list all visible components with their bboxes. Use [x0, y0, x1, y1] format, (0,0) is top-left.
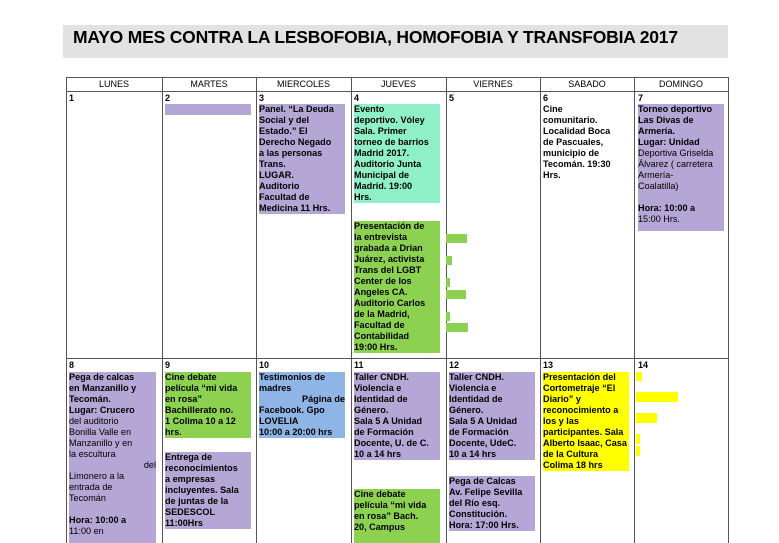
event-line: 10 a 14 hrs [354, 449, 402, 459]
event-line: Cine debate [354, 489, 406, 499]
event-taller-cndh-thu [354, 372, 440, 460]
event-line: Auditorio [259, 181, 300, 191]
event-line: de la Cultura [543, 449, 599, 459]
event-line: de Formación [449, 427, 509, 437]
highlight-fragment [446, 312, 450, 321]
event-line: Contabilidad [354, 331, 410, 341]
event-line: 10 a 14 hrs [449, 449, 497, 459]
event-line: Coalatilla) [638, 181, 679, 191]
highlight-fragment [446, 278, 450, 287]
event-line: Docente, U. de C. [354, 438, 429, 448]
event-line: Juárez, activista [354, 254, 425, 264]
event-line: del auditorio [69, 416, 119, 426]
event-line: Trans del LGBT [354, 265, 422, 275]
grid-line [634, 77, 635, 543]
event-line: a empresas [165, 474, 216, 484]
event-line: Entrega de [165, 452, 212, 462]
event-entrega-reconocimientos [165, 452, 251, 529]
event-line: Bachillerato no. [165, 405, 234, 415]
event-line: Colima 18 hrs [543, 460, 603, 470]
grid-line [66, 91, 728, 92]
event-line: Derecho Negado [259, 137, 332, 147]
event-line: Hrs. [354, 192, 372, 202]
event-line: Género. [449, 405, 484, 415]
event-line: en rosa” Bach. [354, 511, 419, 521]
highlight-fragment [636, 413, 657, 423]
event-line: Hora: 10:00 a [69, 515, 127, 525]
event-line: LUGAR. [259, 170, 294, 180]
event-line: Taller CNDH. [449, 372, 504, 382]
grid-line [162, 77, 163, 543]
event-line: Pega de Calcas [449, 476, 516, 486]
event-line: Identidad de [354, 394, 408, 404]
day-number: 4 [354, 93, 360, 103]
day-number: 5 [449, 93, 455, 103]
grid-line [446, 77, 447, 543]
event-line: en rosa” [165, 394, 202, 404]
day-number: 9 [165, 360, 171, 370]
event-line: Lugar: Unidad [638, 137, 700, 147]
event-line: los y las [543, 416, 579, 426]
event-torneo-divas-armeria [638, 104, 724, 231]
event-line: incluyentes. Sala [165, 485, 239, 495]
event-line: Torneo deportivo [638, 104, 713, 114]
day-header-jueves: JUEVES [380, 79, 416, 89]
event-line: Center de los [354, 276, 412, 286]
event-line: hrs. [165, 427, 182, 437]
day-number: 8 [69, 360, 75, 370]
event-line: comunitario. [543, 115, 598, 125]
event-line: Las Divas de [638, 115, 694, 125]
event-line: Facebook. Gpo [259, 405, 325, 415]
event-line: Diario” y [543, 394, 581, 404]
event-line: Tecomán. [69, 394, 111, 404]
event-line: Tecomán. 19:30 [543, 159, 611, 169]
day-number: 14 [638, 360, 649, 370]
event-cortometraje-el-diario [543, 372, 629, 471]
event-line: Hora: 10:00 a [638, 203, 696, 213]
event-line: Auditorio Junta [354, 159, 422, 169]
event-line: Álvarez ( carretera [638, 159, 713, 169]
event-line: participantes. Sala [543, 427, 624, 437]
highlight-fragment [636, 434, 640, 444]
event-line: Tecomán [69, 493, 106, 503]
event-taller-cndh-fri [449, 372, 535, 460]
event-line: Alberto Isaac, Casa [543, 438, 627, 448]
grid-line [66, 77, 728, 78]
event-line: de Pascuales, [543, 137, 604, 147]
event-line: Panel. “La Deuda [259, 104, 334, 114]
day-number: 11 [354, 360, 364, 370]
event-line: del Río esq. [449, 498, 501, 508]
highlight-fragment [446, 323, 468, 332]
event-line: 15:00 Hrs. [638, 214, 680, 224]
highlight-fragment [636, 392, 678, 402]
grid-line [540, 77, 541, 543]
page-title: MAYO MES CONTRA LA LESBOFOBIA, HOMOFOBIA Y TRANSFOBIA 2017 [73, 27, 678, 47]
event-line: Docente, UdeC. [449, 438, 517, 448]
event-voley-sala [354, 104, 440, 203]
event-line: Limonero a la [69, 471, 125, 481]
page-title-bar [63, 25, 728, 58]
highlight-fragment [446, 290, 466, 299]
event-line: 19:00 Hrs. [354, 342, 398, 352]
event-line: 20, Campus [354, 522, 406, 532]
event-line: Estado.” El [259, 126, 308, 136]
event-line: película “mi vida [354, 500, 427, 510]
event-pega-calcas-manzanillo [69, 372, 156, 543]
highlight-fragment [446, 256, 452, 265]
day-header-domingo: DOMINGO [659, 79, 703, 89]
day-number: 7 [638, 93, 644, 103]
day-header-martes: MARTES [190, 79, 228, 89]
event-line: película “mi vida [165, 383, 238, 393]
event-line: Página de [302, 394, 345, 404]
event-line: Violencia e [449, 383, 497, 393]
event-line: Cine [543, 104, 563, 114]
highlight-fragment [636, 372, 642, 381]
day-number: 1 [69, 93, 75, 103]
event-line: la entrevista [354, 232, 408, 242]
event-line: a las personas [259, 148, 323, 158]
event-line: Av. Felipe Sevilla [449, 487, 523, 497]
event-line: Manzanillo y en [69, 438, 133, 448]
event-line: LOVELIA [259, 416, 299, 426]
day-number: 6 [543, 93, 549, 103]
event-line: Auditorio Carlos [354, 298, 426, 308]
event-line: la escultura [69, 449, 116, 459]
event-cine-debate-bachillerato-1 [165, 372, 251, 438]
event-line: reconocimiento a [543, 405, 619, 415]
event-line: Facultad de [259, 192, 310, 202]
event-line: grabada a Drian [354, 243, 423, 253]
event-line: Madrid 2017. [354, 148, 410, 158]
highlight-fragment [446, 234, 467, 243]
event-line: de la Madrid, [354, 309, 410, 319]
event-line: Testimonios de [259, 372, 326, 382]
event-line: en Manzanillo y [69, 383, 137, 393]
event-cine-debate-bach-20 [354, 489, 440, 543]
event-line: 1 Colima 10 a 12 [165, 416, 236, 426]
event-line: Hora: 17:00 Hrs. [449, 520, 519, 530]
grid-line [66, 77, 67, 543]
day-header-sabado: SABADO [568, 79, 606, 89]
event-pega-calcas-colima [449, 476, 535, 531]
grid-line [728, 77, 729, 543]
event-line: de Formación [354, 427, 414, 437]
day-header-miercoles: MIERCOLES [276, 79, 330, 89]
event-line: SEDESCOL [165, 507, 216, 517]
event-line: de juntas de la [165, 496, 229, 506]
event-line: torneo de barrios [354, 137, 429, 147]
grid-line [256, 77, 257, 543]
day-number: 3 [259, 93, 265, 103]
event-line: Evento [354, 104, 385, 114]
event-line: Municipal de [354, 170, 410, 180]
event-cine-comunitario [543, 104, 629, 181]
event-line: Armería. [638, 126, 675, 136]
highlight-fragment [636, 446, 640, 456]
event-line: del [143, 460, 156, 470]
event-line: Localidad Boca [543, 126, 611, 136]
event-line: Pega de calcas [69, 372, 135, 382]
day-header-lunes: LUNES [98, 79, 129, 89]
event-line: deportivo. Vóley [354, 115, 425, 125]
event-line: Sala 5 A Unidad [449, 416, 518, 426]
event-line: Hrs. [543, 170, 561, 180]
event-line: entrada de [69, 482, 113, 492]
day-number: 2 [165, 93, 171, 103]
event-line: Cortometraje “El [543, 383, 616, 393]
event-line: Violencia e [354, 383, 402, 393]
event-line: Medicina 11 Hrs. [259, 203, 331, 213]
event-line: Facultad de [354, 320, 405, 330]
day-number: 10 [259, 360, 270, 370]
day-number: 12 [449, 360, 460, 370]
event-line: Bonilla Valle en [69, 427, 132, 437]
event-line: Presentación de [354, 221, 425, 231]
event-panel-deuda-social [259, 104, 345, 214]
event-line: municipio de [543, 148, 600, 158]
grid-line [66, 358, 728, 359]
day-header-viernes: VIERNES [473, 79, 513, 89]
event-line: Constitución. [449, 509, 508, 519]
event-line: Angeles CA. [354, 287, 408, 297]
event-line: Presentación del [543, 372, 616, 382]
event-line: madres [259, 383, 292, 393]
event-line: Sala. Primer [354, 126, 407, 136]
event-line: Identidad de [449, 394, 503, 404]
event-line: Lugar: Crucero [69, 405, 135, 415]
event-line: 11:00Hrs [165, 518, 203, 528]
event-line: Social y del [259, 115, 310, 125]
grid-line [351, 77, 352, 543]
event-line: Deportiva Griselda [638, 148, 714, 158]
empty-event-highlight [165, 104, 251, 115]
event-line: Madrid. 19:00 [354, 181, 413, 191]
event-line: Género. [354, 405, 389, 415]
event-line: reconocimientos [165, 463, 238, 473]
event-line: Sala 5 A Unidad [354, 416, 423, 426]
event-line: Armería- [638, 170, 674, 180]
day-number: 13 [543, 360, 554, 370]
event-line: Cine debate [165, 372, 217, 382]
event-line: 10:00 a 20:00 hrs [259, 427, 333, 437]
event-line: Taller CNDH. [354, 372, 409, 382]
event-line: 11:00 en [69, 526, 104, 536]
event-entrevista-drian-juarez [354, 221, 440, 353]
event-line: Trans. [259, 159, 286, 169]
event-testimonios-madres [259, 372, 345, 438]
